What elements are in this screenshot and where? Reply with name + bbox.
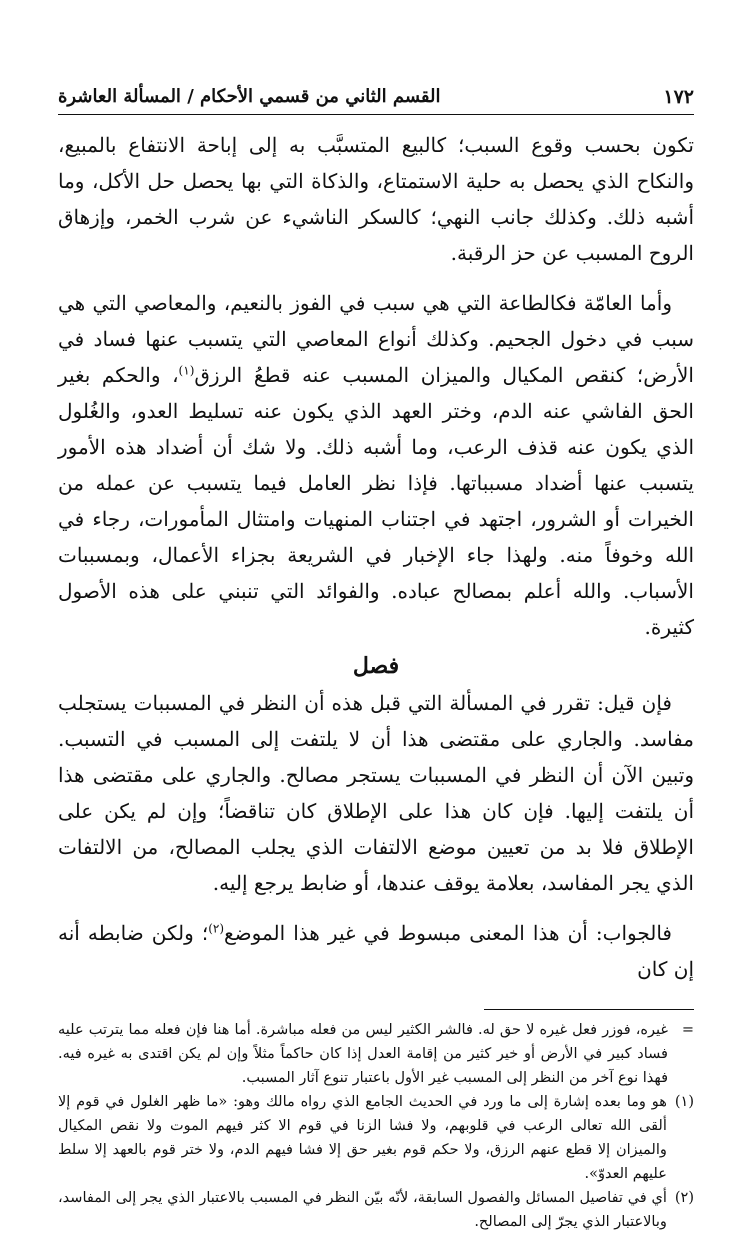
footnote-text: غيره، فوزر فعل غيره لا حق له. فالشر الكثير ليس من فعله مباشرة. أما هنا فإن فعله مما يترتب عليه فساد كبير في الأرض أو خير كثير من إقامة العدل إذا كان حاكماً مثلاً وإن لم يكن اقتدى به غيره فيه. فهذا نوع آخر من النظر إلى المسبب غير الأول باعتبار تنوع آثار المسبب.	[58, 1022, 668, 1086]
main-text	[58, 127, 694, 987]
footnote-mark: (٢)	[674, 1190, 694, 1206]
paragraph-text: ، والحكم بغير الحق الفاشي عنه الدم، وختر العهد الذي يكون عنه تسليط العدو، والغُلول الذي يكون عنه قذف الرعب، وما أشبه ذلك. ولا شك أن أضداد هذه الأمور يتسبب عنها أضداد مسبباتها. فإذا نظر العامل فيما يتسبب عن عمله من الخيرات أو الشرور، اجتهد في اجتناب المنهيات وامتثال المأمورات، رجاء في الله وخوفاً منه. ولهذا جاء الإخبار في الشريعة بجزاء الأعمال، وبمسببات الأسباب. والله أعلم بمصالح عباده. والفوائد التي تنبني على هذه الأصول كثيرة.	[58, 363, 694, 639]
footnote	[58, 1186, 694, 1234]
paragraph-text: فالجواب: أن هذا المعنى مبسوط في غير هذا الموضع	[224, 921, 672, 945]
footnote	[58, 1018, 694, 1090]
running-title: القسم الثاني من قسمي الأحكام / المسألة العاشرة	[58, 86, 441, 107]
page-header	[58, 84, 694, 115]
footnote-ref-1[interactable]: (١)	[178, 363, 195, 378]
footnote	[58, 1090, 694, 1186]
paragraph-text: وأما العامّة فكالطاعة التي هي سبب في الفوز بالنعيم، والمعاصي التي هي سبب في دخول الجحيم. وكذلك أنواع المعاصي التي يتسبب عنها فساد في الأرض؛ كنقص المكيال والميزان المسبب عنه قطعُ الرزق	[58, 291, 694, 387]
paragraph	[58, 915, 694, 987]
paragraph-text: ؛ ولكن ضابطه أنه إن كان	[58, 921, 694, 981]
footnote-ref-2[interactable]: (٢)	[208, 921, 225, 936]
footnote-mark: =	[681, 1022, 694, 1038]
paragraph: تكون بحسب وقوع السبب؛ كالبيع المتسبَّب به إلى إباحة الانتفاع بالمبيع، والنكاح الذي يحصل به حلية الاستمتاع، والذكاة التي بها يحصل حل الأكل، وما أشبه ذلك. وكذلك جانب النهي؛ كالسكر الناشيء عن شرب الخمر، وإزهاق الروح المسبب عن حز الرقبة.	[58, 133, 694, 265]
paragraph	[58, 285, 694, 645]
footnote-text: أي في تفاصيل المسائل والفصول السابقة، لأنّه بيّن النظر في المسبب بالاعتبار الذي يجر إلى المفاسد، وبالاعتبار الذي يجرّ إلى المصالح.	[58, 1190, 667, 1230]
section-title: فصل	[352, 653, 400, 679]
footnote-text: هو وما بعده إشارة إلى ما ورد في الحديث الجامع الذي رواه مالك وهو: «ما ظهر الغلول في قوم إلا ألقى الله تعالى الرعب في قلوبهم، ولا فشا الزنا في قوم الا كثر فيهم الموت ولا نقص المكيال والميزان إلا قطع عنهم الرزق، ولا حكم قوم بغير حق إلا فشا فيهم الدم، ولا ختر قوم بالعهد إلا سلط عليهم العدوّ».	[58, 1094, 667, 1182]
footnotes	[58, 1018, 694, 1234]
footnote-divider	[484, 1009, 694, 1010]
page-number: ١٧٢	[663, 86, 694, 108]
footnote-mark: (١)	[674, 1094, 694, 1110]
paragraph: فإن قيل: تقرر في المسألة التي قبل هذه أن النظر في المسببات يستجلب مفاسد. والجاري على مقتضى هذا أن لا يلتفت إلى المسبب في التسبب. وتبين الآن أن النظر في المسببات يستجر مصالح. والجاري على مقتضى هذا أن يلتفت إليها. فإن كان هذا على الإطلاق كان تناقضاً؛ وإن لم يكن على الإطلاق فلا بد من تعيين موضع الالتفات الذي يجلب المصالح، من الالتفات الذي يجر المفاسد، بعلامة يوقف عندها، أو ضابط يرجع إليه.	[58, 691, 694, 895]
